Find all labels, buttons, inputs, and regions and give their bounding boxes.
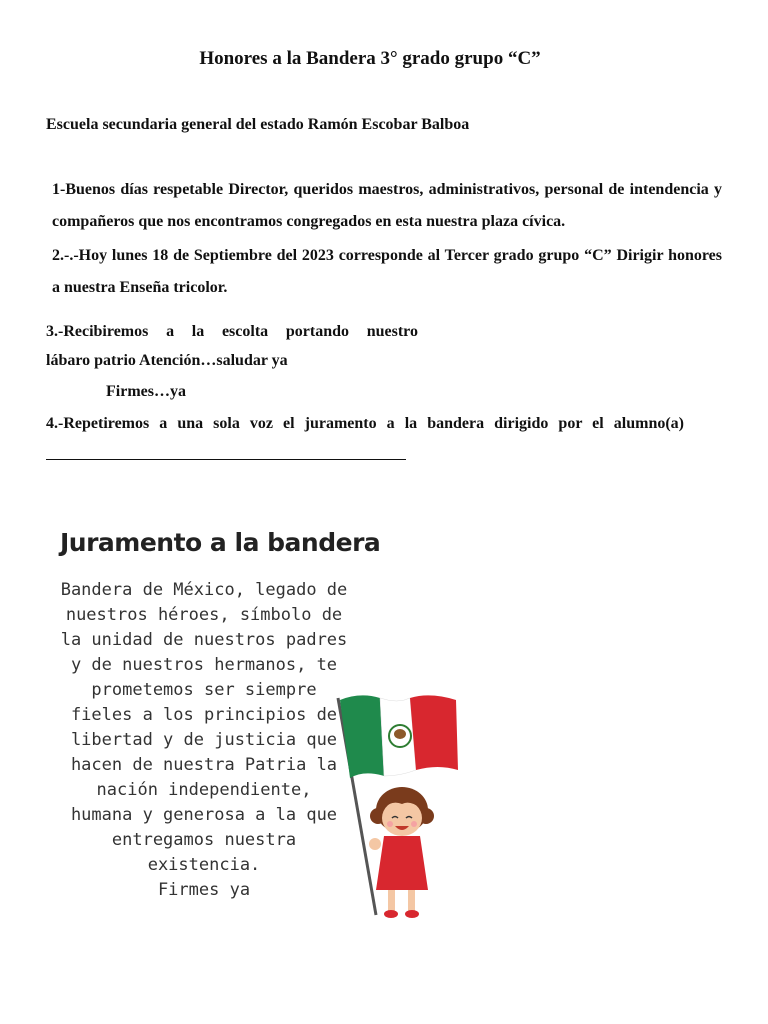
oath-line: y de nuestros hermanos, te	[70, 655, 338, 675]
oath-line: fieles a los principios de	[70, 705, 338, 725]
oath-line: Firmes ya	[157, 880, 251, 900]
oath-line: existencia.	[147, 855, 261, 875]
oath-line: Bandera de México, legado de	[60, 580, 348, 600]
oath-line: entregamos nuestra	[111, 830, 297, 850]
oath-line: libertad y de justicia que	[70, 730, 338, 750]
oath-line: nuestros héroes, símbolo de	[65, 605, 343, 625]
oath-line: nación independiente,	[96, 780, 312, 800]
paragraph-3-line-2: lábaro patrio Atención…saludar ya	[46, 352, 288, 369]
oath-line: humana y generosa a la que	[70, 805, 338, 825]
mexican-flag-icon	[340, 695, 458, 778]
document-title: Honores a la Bandera 3° grado grupo “C”	[199, 48, 541, 69]
oath-line: hacen de nuestra Patria la	[70, 755, 338, 775]
paragraph-4	[46, 408, 684, 472]
paragraph-1: 1-Buenos días respetable Director, queridos maestros, administrativos, personal de intendencia y compañeros que nos encontramos congregados en esta nuestra plaza cívica.	[52, 181, 722, 230]
paragraph-4-text: 4.-Repetiremos a una sola voz el juramento a la bandera dirigido por el alumno(a)	[46, 415, 684, 432]
oath-line: la unidad de nuestros padres	[60, 630, 348, 650]
paragraph-3-line-3: Firmes…ya	[106, 383, 186, 400]
girl-figure	[369, 787, 434, 918]
oath-line: prometemos ser siempre	[91, 680, 317, 700]
oath-heading: Juramento a la bandera	[60, 528, 381, 557]
paragraph-3-line-1: 3.-Recibiremos a la escolta portando nuestro	[46, 323, 418, 340]
girl-with-flag-illustration	[280, 690, 480, 925]
name-blank-line	[46, 445, 406, 460]
paragraph-2: 2.-.-Hoy lunes 18 de Septiembre del 2023 corresponde al Tercer grado grupo “C” Dirigir honores a nuestra Enseña tricolor.	[52, 247, 722, 296]
school-name: Escuela secundaria general del estado Ramón Escobar Balboa	[46, 116, 470, 133]
